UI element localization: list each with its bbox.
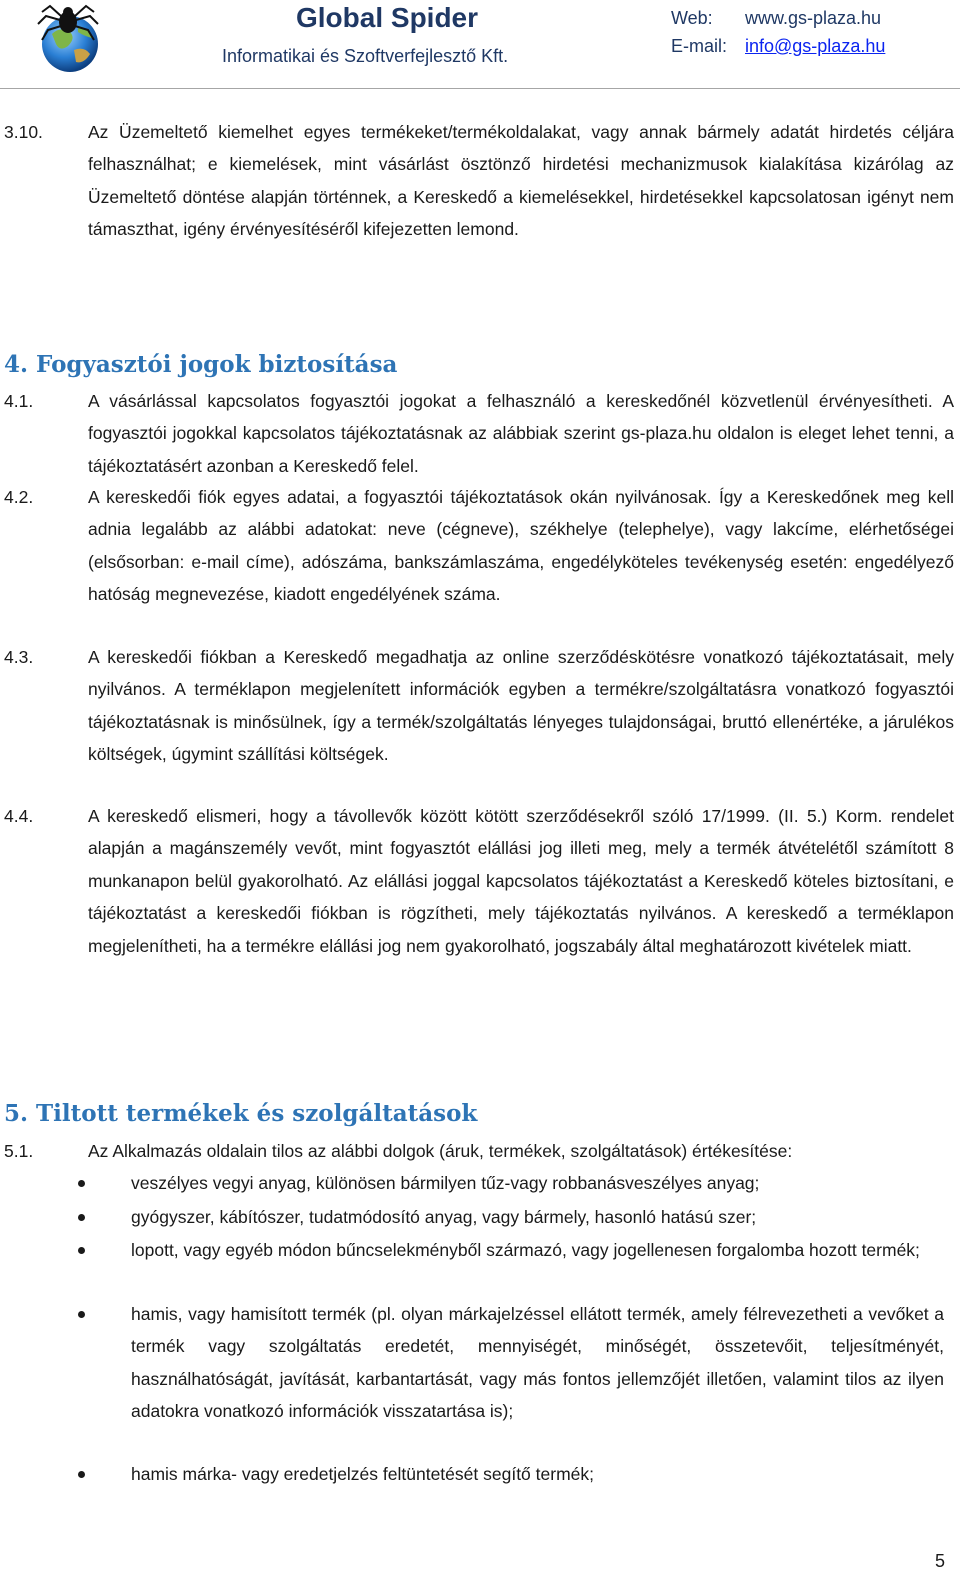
global-spider-logo-icon <box>34 4 104 74</box>
bullet-icon <box>78 1214 85 1221</box>
page-number: 5 <box>935 1551 946 1571</box>
paragraph-text: Az Üzemeltető kiemelhet egyes termékeket/termékoldalakat, vagy annak bármely adatát hirdetés céljára felhasználhat; e kiemelések, mint vásárlást ösztönző hirdetési mechanizmusok kialakítása kizárólag az Üzemeltető döntése alapján történnek, a Kereskedő a kiemelésekkel, hirdetésekkel kapcsolatosan igényt nem támaszthat, igény érvényesítéséről kifejezetten lemond. <box>88 122 954 240</box>
paragraph-number: 4.1. <box>4 391 34 411</box>
bullet-icon <box>78 1311 85 1318</box>
paragraph-text: A kereskedői fiók egyes adatai, a fogyasztói tájékoztatások okán nyilvánosak. Így a Kereskedőnek meg kell adnia legalább az alábbi adatokat: neve (cégneve), székhelye (telephelye), vagy lakcíme, elérhetőségei (elsősorban: e-mail címe), adószáma, bankszámlaszáma, engedélyköteles tevékenység esetén: engedélyező hatóság megnevezése, kiadott engedélyének száma. <box>88 487 954 605</box>
web-label: Web: <box>671 8 713 28</box>
header-divider <box>0 88 960 89</box>
paragraph-number: 4.2. <box>4 487 34 507</box>
bullet-text: hamis márka- vagy eredetjelzés feltüntetését segítő termék; <box>131 1464 594 1484</box>
paragraph-text: A kereskedő elismeri, hogy a távollevők között kötött szerződésekről szóló 17/1999. (II. 5.) Korm. rendelet alapján a magánszemély vevőt, mint fogyasztót elállási jog illeti meg, mely a termék átvételétől számított 8 munkanapon belül gyakorolható. Az elállási joggal kapcsolatos tájékoztatást a Kereskedő köteles biztosítani, e tájékoztatást a kereskedői fiókban is rögzítheti, mely tájékoztatás nyilvános. A kereskedő a terméklapon megjelenítheti, ha a termékre elállási jog nem gyakorolható, jogszabály által meghatározott kivételek miatt. <box>88 806 954 956</box>
company-name: Global Spider <box>296 2 479 33</box>
email-label: E-mail: <box>671 36 728 56</box>
bullet-icon <box>78 1247 85 1254</box>
section-heading-4: 4. Fogyasztói jogok biztosítása <box>4 351 398 378</box>
section-heading-5: 5. Tiltott termékek és szolgáltatások <box>4 1100 478 1127</box>
paragraph-number: 4.4. <box>4 806 34 826</box>
paragraph-number: 4.3. <box>4 647 34 667</box>
paragraph-text: Az Alkalmazás oldalain tilos az alábbi dolgok (áruk, termékek, szolgáltatások) értékesítése: <box>88 1141 793 1161</box>
bullet-text: gyógyszer, kábítószer, tudatmódosító anyag, vagy bármely, hasonló hatású szer; <box>131 1207 757 1227</box>
bullet-icon <box>78 1180 85 1187</box>
paragraph-text: A vásárlással kapcsolatos fogyasztói jogokat a felhasználó a kereskedőnél közvetlenül érvényesítheti. A fogyasztói jogokkal kapcsolatos tájékoztatásnak az alábbiak szerint gs-plaza.hu oldalon is eleget lehet tenni, a tájékoztatásért azonban a Kereskedő felel. <box>88 391 954 476</box>
paragraph-number: 5.1. <box>4 1141 34 1161</box>
bullet-text: veszélyes vegyi anyag, különösen bármilyen tűz-vagy robbanásveszélyes anyag; <box>131 1173 760 1193</box>
paragraph-text: A kereskedői fiókban a Kereskedő megadhatja az online szerződéskötésre vonatkozó tájékoztatásait, mely nyilvános. A terméklapon megjelenített információk egyben a termékre/szolgáltatásra vonatkozó fogyasztói tájékoztatásnak is minősülnek, így a termék/szolgáltatás lényeges tulajdonságai, bruttó ellenértéke, a járulékos költségek, úgymint szállítási költségek. <box>88 647 954 765</box>
page-header <box>0 0 960 90</box>
bullet-text: lopott, vagy egyéb módon bűncselekményből származó, vagy jogellenesen forgalomba hozott termék; <box>131 1240 920 1260</box>
contact-block <box>671 4 885 60</box>
web-value: www.gs-plaza.hu <box>745 8 882 28</box>
email-link[interactable]: info@gs-plaza.hu <box>745 36 886 56</box>
paragraph-number: 3.10. <box>4 122 43 142</box>
bullet-icon <box>78 1471 85 1478</box>
bullet-text: hamis, vagy hamisított termék (pl. olyan márkajelzéssel ellátott termék, amely félrevezetheti a vevőket a termék vagy szolgáltatás eredetét, mennyiségét, minőségét, összetevőit, teljesítményét, használhatóságát, javítását, karbantartását, vagy más fontos jellemzőjét illetően, valamint tilos az ilyen adatokra vonatkozó információk visszatartása is); <box>131 1304 944 1422</box>
company-subtitle: Informatikai és Szoftverfejlesztő Kft. <box>222 46 509 66</box>
